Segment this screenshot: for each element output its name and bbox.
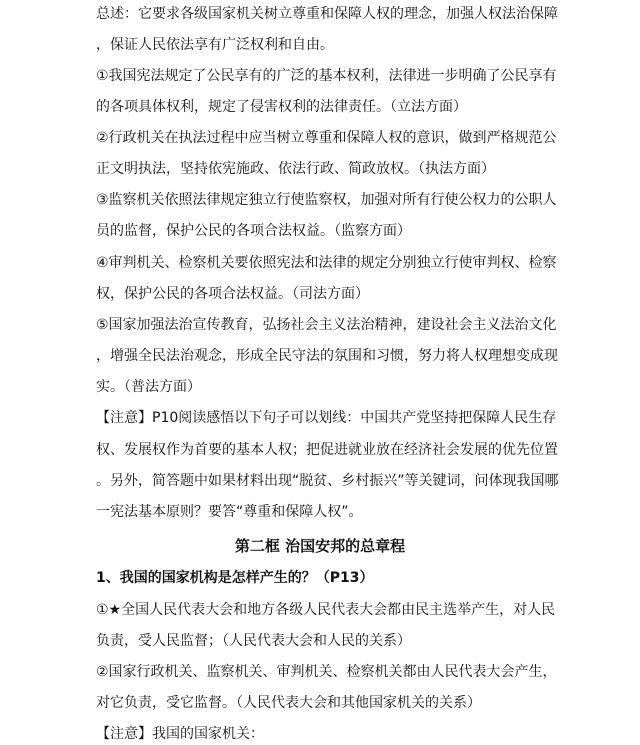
summary-line-2: ，保证人民依法享有广泛权利和自由。 (96, 37, 334, 53)
point-4-line-1: ④审判机关、检察机关要依照宪法和法律的规定分别独立行使审判权、检察 (96, 255, 557, 271)
note2-line: 【注意】我国的国家机关： (96, 726, 264, 742)
answer-2-line-1: ②国家行政机关、监察机关、审判机关、检察机关都由人民代表大会产生， (96, 664, 557, 680)
note1-line-3: 。另外，简答题中如果材料出现“脱贫、乡村振兴”等关键词，问体现我国哪 (96, 473, 559, 489)
answer-2-line-2: 对它负责，受它监督。（人民代表大会和其他国家机关的关系） (96, 695, 481, 711)
point-2-line-2: 正文明执法，坚持依宪施政、依法行政、简政放权。（执法方面） (96, 161, 495, 177)
note1-line-1: 【注意】P10阅读感悟以下句子可以划线：中国共产党坚持把保障人民生存 (96, 410, 557, 426)
note1-line-4: 一宪法基本原则？要答“尊重和保障人权”。 (96, 504, 363, 520)
point-1-line-2: 的各项具体权利，规定了侵害权利的法律责任。（立法方面） (96, 99, 467, 115)
point-3-line-2: 员的监督，保护公民的各项合法权益。（监察方面） (96, 223, 411, 239)
point-5-line-1: ⑤国家加强法治宣传教育，弘扬社会主义法治精神，建设社会主义法治文化 (96, 317, 557, 333)
answer-1-line-1: ①★全国人民代表大会和地方各级人民代表大会都由民主选举产生，对人民 (96, 602, 556, 618)
point-1-line-1: ①我国宪法规定了公民享有的广泛的基本权利，法律进一步明确了公民享有 (96, 68, 557, 84)
point-5-line-2: ，增强全民法治观念，形成全民守法的氛围和习惯，努力将人权理想变成现 (96, 348, 558, 364)
section-title: 第二框 治国安邦的总章程 (234, 537, 406, 555)
note1-line-2: 权、发展权作为首要的基本人权；把促进就业放在经济社会发展的优先位置 (96, 442, 558, 458)
answer-1-line-2: 负责，受人民监督；（人民代表大会和人民的关系） (96, 633, 411, 649)
point-2-line-1: ②行政机关在执法过程中应当树立尊重和保障人权的意识，做到严格规范公 (96, 130, 557, 146)
point-3-line-1: ③监察机关依照法律规定独立行使监察权，加强对所有行使公权力的公职人 (96, 192, 557, 208)
point-4-line-2: 权，保护公民的各项合法权益。（司法方面） (96, 286, 369, 302)
summary-line-1: 总述：它要求各级国家机关树立尊重和保障人权的理念，加强人权法治保障 (96, 6, 558, 22)
point-5-line-3: 实。（普法方面） (96, 379, 201, 395)
question-heading: 1、我国的国家机构是怎样产生的？（P13） (96, 570, 374, 586)
